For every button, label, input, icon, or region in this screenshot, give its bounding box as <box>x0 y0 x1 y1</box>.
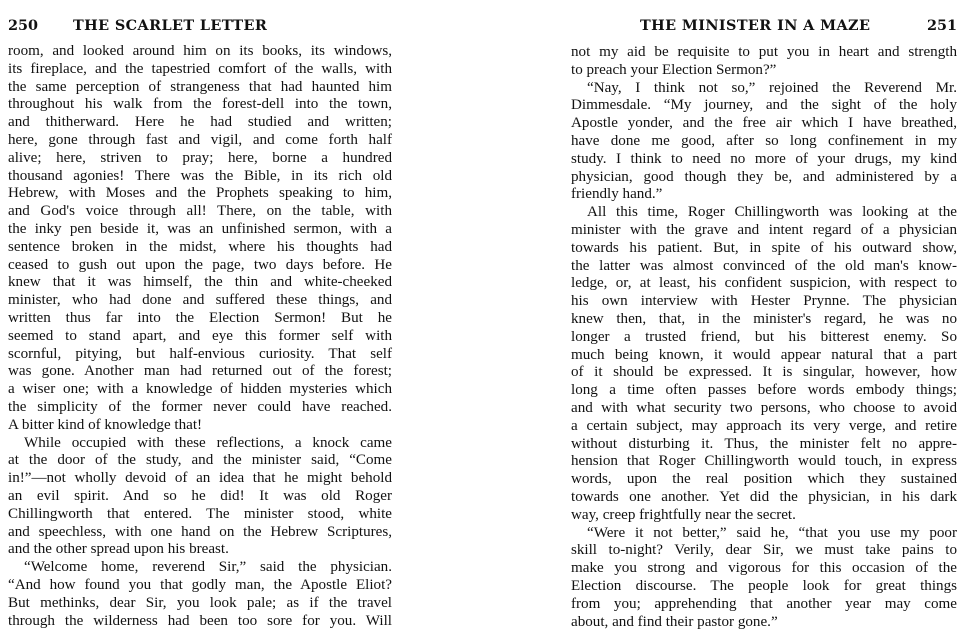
right-page-text <box>571 44 957 631</box>
text-line: scornful, pitying, but half-envious curiosity. That self <box>8 346 392 364</box>
left-page-text <box>8 43 392 630</box>
text-line: the latter was almost convinced of the old man's know- <box>571 258 957 276</box>
text-line: skill to-night? Verily, dear Sir, we must take pains to <box>571 542 957 560</box>
text-line: of it should be expressed. It is singular, however, how <box>571 364 957 382</box>
left-page-header <box>0 17 400 35</box>
text-line: in!”—not wholly devoid of an idea that he might behold <box>8 470 392 488</box>
text-line: “Nay, I think not so,” rejoined the Reverend Mr. <box>571 80 957 98</box>
text-line: to preach your Election Sermon?” <box>571 62 957 80</box>
right-page <box>568 0 971 608</box>
text-line: at the door of the study, and the minister said, “Come <box>8 452 392 470</box>
text-line: and speechless, with one hand on the Hebrew Scriptures, <box>8 524 392 542</box>
text-line: have done me good, after so long confinement in my <box>571 133 957 151</box>
text-line: a wiser one; with a knowledge of hidden mysteries which <box>8 381 392 399</box>
text-line: Apostle yonder, and the free air which I have breathed, <box>571 115 957 133</box>
right-page-number: 251 <box>927 17 957 34</box>
text-line: and thitherward. Here he had studied and written; <box>8 114 392 132</box>
text-line: from you; apprehending that another year may come <box>571 596 957 614</box>
text-line: friendly hand.” <box>571 186 957 204</box>
text-line: without disturbing it. Thus, the minister felt no appre- <box>571 436 957 454</box>
text-line: about, and find their pastor gone.” <box>571 614 957 631</box>
text-line: All this time, Roger Chillingworth was looking at the <box>571 204 957 222</box>
text-line: But methinks, dear Sir, you look pale; as if the travel <box>8 595 392 613</box>
text-line: an evil spirit. And so he did! It was old Roger <box>8 488 392 506</box>
text-line: longer a trusted friend, but his bitterest enemy. So <box>571 329 957 347</box>
text-line: ledge, or, at least, his confident suspicion, with respect to <box>571 275 957 293</box>
text-line: make you strong and vigorous for this occasion of the <box>571 560 957 578</box>
text-line: minister with the grave and intent regard of a physician <box>571 222 957 240</box>
text-line: knew that it was himself, the thin and white-cheeked <box>8 274 392 292</box>
text-line: the simplicity of the former never could have reached. <box>8 399 392 417</box>
text-line: towards one another. Yet did the physician, in his dark <box>571 489 957 507</box>
text-line: long a time often passes before words embody things; <box>571 382 957 400</box>
text-line: towards his patient. But, in spite of his outward show, <box>571 240 957 258</box>
text-line: and the other spread upon his breast. <box>8 541 392 559</box>
text-line: “And how found you that godly man, the Apostle Eliot? <box>8 577 392 595</box>
text-line: not my aid be requisite to put you in heart and strength <box>571 44 957 62</box>
text-line: throughout his walk from the forest-dell into the town, <box>8 96 392 114</box>
text-line: Hebrew, with Moses and the Prophets speaking to him, <box>8 185 392 203</box>
text-line: ceased to gush out upon the page, two days before. He <box>8 257 392 275</box>
text-line: way, creep frightfully near the secret. <box>571 507 957 525</box>
text-line: minister, who had done and suffered these things, and <box>8 292 392 310</box>
text-line: was gone. Another man had returned out of the forest; <box>8 363 392 381</box>
text-line: its fireplace, and the tapestried comfort of the walls, with <box>8 61 392 79</box>
left-running-head: THE SCARLET LETTER <box>73 17 267 34</box>
text-line: knew then, that, in the minister's regard, he was no <box>571 311 957 329</box>
text-line: “Welcome home, reverend Sir,” said the physician. <box>8 559 392 577</box>
text-line: thousand agonies! There was the Bible, in its rich old <box>8 168 392 186</box>
left-page <box>0 0 400 608</box>
left-page-number: 250 <box>8 17 38 34</box>
text-line: his own interview with Hester Prynne. The physician <box>571 293 957 311</box>
text-line: Chillingworth that entered. The minister stood, white <box>8 506 392 524</box>
text-line: much being known, it would appear natural that a part <box>571 347 957 365</box>
text-line: study. I think to need no more of your drugs, my kind <box>571 151 957 169</box>
text-line: written thus far into the Election Sermon! But he <box>8 310 392 328</box>
text-line: and God's voice through all! There, on the table, with <box>8 203 392 221</box>
text-line: hension that Roger Chillingworth would touch, in express <box>571 453 957 471</box>
text-line: While occupied with these reflections, a knock came <box>8 435 392 453</box>
text-line: here, gone through fast and vigil, and come forth half <box>8 132 392 150</box>
text-line: sentence broken in the midst, where his thoughts had <box>8 239 392 257</box>
text-line: words, upon the real position which they sustained <box>571 471 957 489</box>
right-page-header <box>568 17 971 35</box>
text-line: a certain subject, may approach its very verge, and retire <box>571 418 957 436</box>
text-line: alive; here, striven to pray; here, borne a hundred <box>8 150 392 168</box>
text-line: seemed to stand apart, and eye this former self with <box>8 328 392 346</box>
text-line: “Were it not better,” said he, “that you use my poor <box>571 525 957 543</box>
text-line: physician, good though they be, and administered by a <box>571 169 957 187</box>
text-line: and with what security two persons, who choose to avoid <box>571 400 957 418</box>
text-line: A bitter kind of knowledge that! <box>8 417 392 435</box>
text-line: the same perception of strangeness that had haunted him <box>8 79 392 97</box>
right-running-head: THE MINISTER IN A MAZE <box>640 17 870 34</box>
text-line: room, and looked around him on its books, its windows, <box>8 43 392 61</box>
text-line: the inky pen beside it, was an unfinished sermon, with a <box>8 221 392 239</box>
text-line: Dimmesdale. “My journey, and the sight of the holy <box>571 97 957 115</box>
text-line: Election discourse. The people look for great things <box>571 578 957 596</box>
text-line: through the wilderness had been too sore for you. Will <box>8 613 392 631</box>
